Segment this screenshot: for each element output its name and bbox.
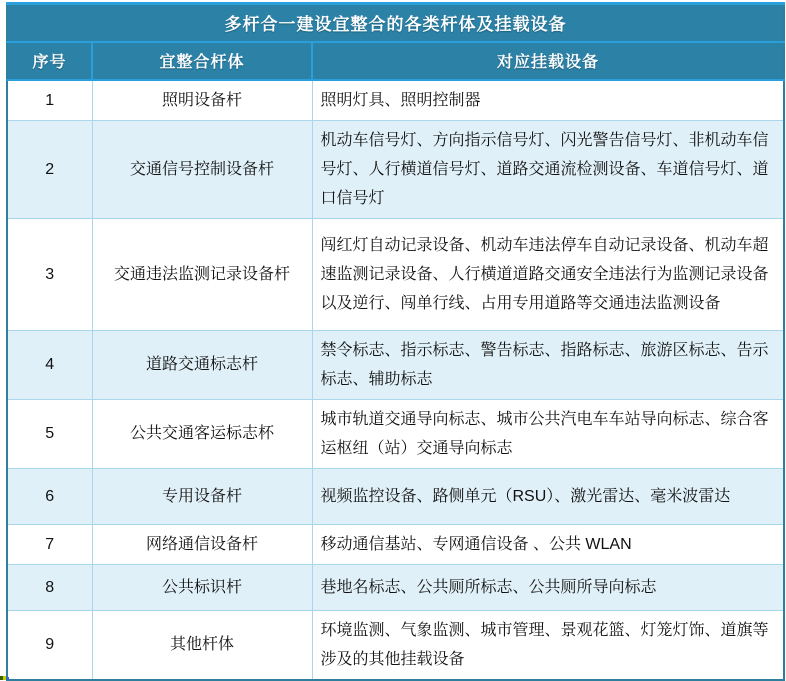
table-row (7, 80, 784, 121)
table-row (7, 399, 784, 468)
column-header-devices: 对应挂载设备 (312, 42, 784, 80)
table-title-row (7, 4, 784, 42)
row-number-cell: 4 (7, 330, 92, 399)
table-row (7, 564, 784, 610)
table-row (7, 120, 784, 218)
row-number-cell: 8 (7, 564, 92, 610)
mounted-devices-cell: 城市轨道交通导向标志、城市公共汽电车车站导向标志、综合客运枢纽（站）交通导向标志 (312, 399, 784, 468)
mounted-devices-cell: 巷地名标志、公共厕所标志、公共厕所导向标志 (312, 564, 784, 610)
pole-type-cell: 交通违法监测记录设备杆 (92, 218, 312, 330)
page (6, 2, 785, 681)
table-row (7, 330, 784, 399)
row-number-cell: 3 (7, 218, 92, 330)
row-number-cell: 9 (7, 610, 92, 680)
table-row (7, 610, 784, 680)
mounted-devices-cell: 环境监测、气象监测、城市管理、景观花篮、灯笼灯饰、道旗等涉及的其他挂载设备 (312, 610, 784, 680)
mounted-devices-cell: 禁令标志、指示标志、警告标志、指路标志、旅游区标志、告示标志、辅助标志 (312, 330, 784, 399)
poles-table (6, 2, 785, 681)
column-header-pole: 宜整合杆体 (92, 42, 312, 80)
row-number-cell: 6 (7, 468, 92, 524)
table-row (7, 524, 784, 564)
mounted-devices-cell: 移动通信基站、专网通信设备 、公共 WLAN (312, 524, 784, 564)
pole-type-cell: 道路交通标志杆 (92, 330, 312, 399)
pole-type-cell: 其他杆体 (92, 610, 312, 680)
pole-type-cell: 公共标识杆 (92, 564, 312, 610)
mounted-devices-cell: 机动车信号灯、方向指示信号灯、闪光警告信号灯、非机动车信号灯、人行横道信号灯、道路交通流检测设备、车道信号灯、道口信号灯 (312, 120, 784, 218)
mounted-devices-cell: 照明灯具、照明控制器 (312, 80, 784, 121)
row-number-cell: 7 (7, 524, 92, 564)
pole-type-cell: 专用设备杆 (92, 468, 312, 524)
row-number-cell: 5 (7, 399, 92, 468)
table-header-row (7, 42, 784, 80)
row-number-cell: 1 (7, 80, 92, 121)
artifact-dot-blue (6, 677, 9, 680)
table-row (7, 218, 784, 330)
pole-type-cell: 网络通信设备杆 (92, 524, 312, 564)
column-header-no: 序号 (7, 42, 92, 80)
mounted-devices-cell: 闯红灯自动记录设备、机动车违法停车自动记录设备、机动车超速监测记录设备、人行横道道路交通安全违法行为监测记录设备以及逆行、闯单行线、占用专用道路等交通违法监测设备 (312, 218, 784, 330)
table-row (7, 468, 784, 524)
pole-type-cell: 照明设备杆 (92, 80, 312, 121)
pole-type-cell: 交通信号控制设备杆 (92, 120, 312, 218)
table-title: 多杆合一建设宜整合的各类杆体及挂载设备 (7, 4, 784, 42)
table-body (7, 80, 784, 680)
bottom-left-artifact (0, 675, 10, 680)
row-number-cell: 2 (7, 120, 92, 218)
pole-type-cell: 公共交通客运标志杯 (92, 399, 312, 468)
mounted-devices-cell: 视频监控设备、路侧单元（RSU）、激光雷达、毫米波雷达 (312, 468, 784, 524)
